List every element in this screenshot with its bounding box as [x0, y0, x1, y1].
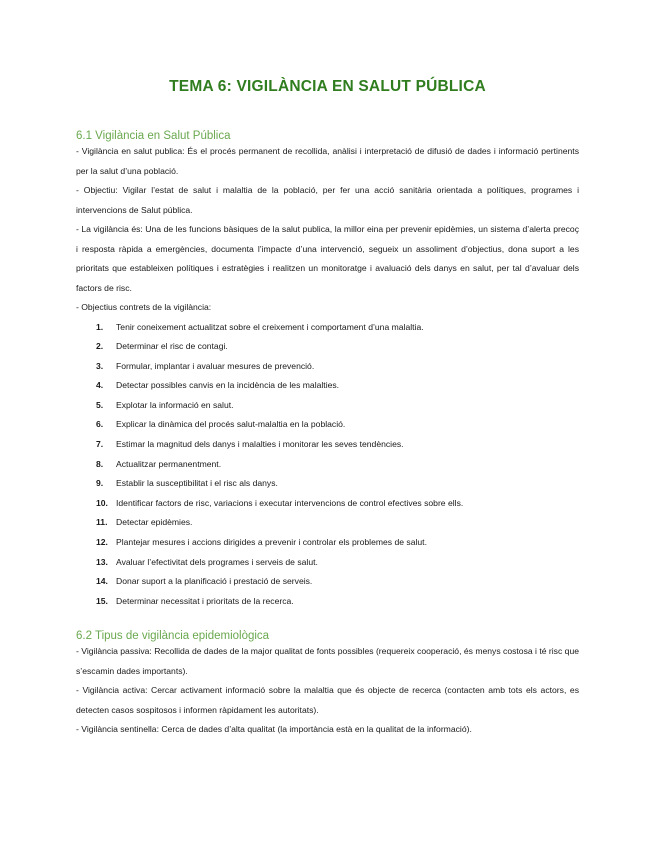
list-item-number: 10. [96, 497, 108, 508]
list-item [76, 572, 579, 592]
list-item-number: 1. [96, 321, 104, 332]
list-item [76, 396, 579, 416]
list-item-number: 2. [96, 341, 104, 352]
list-item-number: 6. [96, 419, 104, 430]
section-heading-6-1: 6.1 Vigilància en Salut Pública [76, 130, 231, 142]
list-item [76, 533, 579, 553]
paragraph-sentinel-surveillance: - Vigilància sentinella: Cerca de dades d’alta qualitat (la importància està en la qualitat de la informació). [76, 724, 472, 735]
list-item-text: Tenir coneixement actualitzat sobre el creixement i comportament d’una malaltia. [116, 321, 424, 332]
list-item [76, 474, 579, 494]
document-title: TEMA 6: VIGILÀNCIA EN SALUT PÚBLICA [169, 78, 486, 95]
list-item [76, 357, 579, 377]
list-item-text: Detectar possibles canvis en la incidència de les malalties. [116, 380, 340, 391]
list-item-number: 13. [96, 556, 108, 567]
list-item-text: Actualitzar permanentment. [116, 458, 222, 469]
list-item [76, 455, 579, 475]
list-item [76, 513, 579, 533]
paragraph-passive-surveillance: - Vigilància passiva: Recollida de dades de la major qualitat de fonts possibles (requereix cooperació, és menys costosa i té risc que s’escamin dades importants). [76, 646, 579, 676]
list-item [76, 376, 579, 396]
list-item [76, 318, 579, 338]
list-item-text: Determinar necessitat i prioritats de la recerca. [116, 595, 294, 606]
paragraph-objectives-intro: - Objectius contrets de la vigilància: [76, 302, 212, 312]
objectives-list [76, 318, 579, 612]
paragraph-definition: - Vigilància en salut publica: És el procés permanent de recollida, anàlisi i interpretació de difusió de dades i informació pertinents per la salut d’una població. [76, 146, 579, 176]
list-item-text: Plantejar mesures i accions dirigides a prevenir i controlar els problemes de salut. [116, 537, 427, 548]
list-item [76, 592, 579, 612]
list-item [76, 337, 579, 357]
list-item-number: 4. [96, 380, 104, 391]
list-item-text: Establir la susceptibilitat i el risc als danys. [116, 478, 278, 489]
list-item [76, 494, 579, 514]
list-item-number: 3. [96, 360, 104, 371]
list-item [76, 435, 579, 455]
list-item-text: Formular, implantar i avaluar mesures de prevenció. [116, 360, 315, 371]
list-item-number: 14. [96, 576, 108, 587]
list-item-number: 12. [96, 537, 108, 548]
list-item-number: 9. [96, 478, 104, 489]
list-item-number: 15. [96, 595, 108, 606]
list-item [76, 553, 579, 573]
paragraph-objective: - Objectiu: Vigilar l’estat de salut i malaltia de la població, per fer una acció sanitària orientada a polítiques, programes i intervencions de Salut pública. [76, 185, 579, 215]
list-item-number: 11. [96, 517, 108, 528]
list-item-text: Explicar la dinàmica del procés salut-malaltia en la població. [116, 419, 346, 430]
section-heading-6-2: 6.2 Tipus de vigilància epidemiològica [76, 630, 270, 643]
list-item-text: Explotar la informació en salut. [116, 399, 234, 410]
paragraph-vigilance-is: - La vigilància és: Una de les funcions bàsiques de la salut publica, la millor eina per prevenir epidèmies, un sistema d’alerta precoç i resposta ràpida a emergències, documenta l’impacte d’una intervenció, segueix un assoliment d’objectius, dona suport a les prioritats que estableixen polítiques i estratègies i realitzen un monitoratge i avaluació dels danys en salut, per tal d’avaluar dels factors de risc. [76, 224, 579, 293]
paragraph-active-surveillance: - Vigilància activa: Cercar activament informació sobre la malaltia que és objecte de recerca (contacten amb tots els actors, es detecten casos sospitosos i informen ràpidament les autoritats). [76, 685, 579, 715]
list-item-number: 7. [96, 439, 104, 450]
list-item-text: Avaluar l’efectivitat dels programes i serveis de salut. [116, 556, 318, 567]
list-item-text: Donar suport a la planificació i prestació de serveis. [116, 576, 313, 587]
list-item-text: Determinar el risc de contagi. [116, 341, 228, 352]
list-item-text: Detectar epidèmies. [116, 517, 193, 528]
list-item-number: 5. [96, 399, 104, 410]
list-item [76, 415, 579, 435]
list-item-text: Identificar factors de risc, variacions i executar intervencions de control efectives sobre ells. [116, 497, 464, 508]
list-item-text: Estimar la magnitud dels danys i malalties i monitorar les seves tendències. [116, 439, 404, 450]
list-item-number: 8. [96, 458, 104, 469]
